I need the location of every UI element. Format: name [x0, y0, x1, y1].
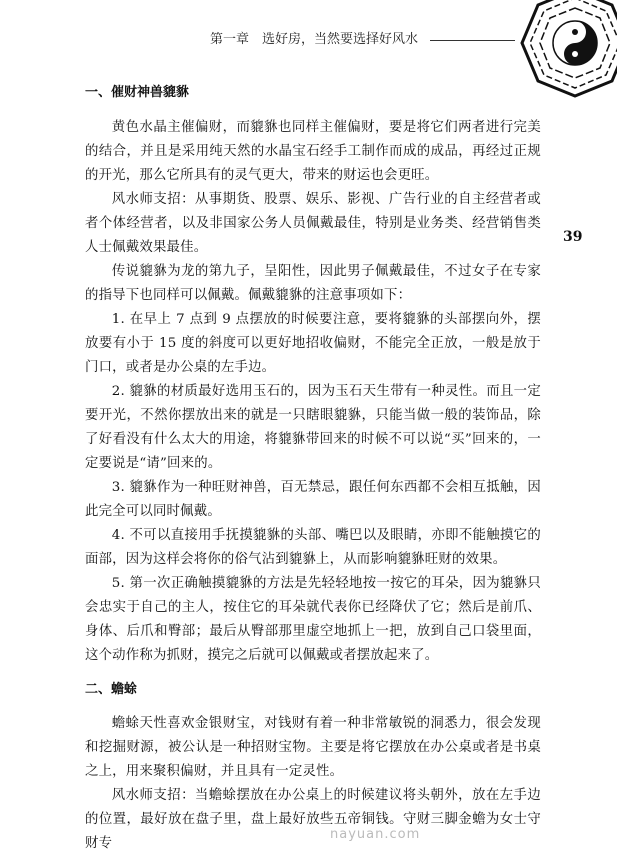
- section-heading: 二、蟾蜍: [85, 682, 138, 697]
- page-number: 39: [563, 229, 583, 245]
- paragraph: 4. 不可以直接用手抚摸貔貅的头部、嘴巴以及眼睛，亦即不能触摸它的面部，因为这样会将你的俗气沾到貔貅上，从而影响貔貅旺财的效果。: [85, 528, 541, 567]
- paragraph: 2. 貔貅的材质最好选用玉石的，因为玉石天生带有一种灵性。而且一定要开光，不然你摆放出来的就是一只瞎眼貔貅，只能当做一般的装饰品，除了好看没有什么太大的用途，将貔貅带回来的时候不可以说“买”回来的，一定要说是“请”回来的。: [85, 384, 541, 471]
- page-body: [85, 83, 541, 856]
- section-heading: 一、催财神兽貔貅: [85, 85, 190, 100]
- paragraph: 蟾蜍天性喜欢金银财宝，对钱财有着一种非常敏锐的洞悉力，很会发现和挖掘财源，被公认是一种招财宝物。主要是将它摆放在办公桌或者是书桌之上，用来聚积偏财，并且具有一定灵性。: [85, 716, 541, 779]
- paragraph: 1. 在早上 7 点到 9 点摆放的时候要注意，要将貔貅的头部摆向外，摆放要有小于 15 度的斜度可以更好地招收偏财，不能完全正放，一般是放于门口，或者是办公桌的左手边。: [85, 312, 541, 375]
- paragraph: 风水师支招：从事期货、股票、娱乐、影视、广告行业的自主经营者或者个体经营者，以及非国家公务人员佩戴最佳，特别是业务类、经营销售类人士佩戴效果最佳。: [85, 192, 541, 255]
- watermark: nayuan.com: [330, 827, 421, 842]
- chapter-header-title: 第一章 选好房，当然要选择好风水: [210, 32, 419, 47]
- paragraph: 传说貔貅为龙的第九子，呈阳性，因此男子佩戴最佳，不过女子在专家的指导下也同样可以佩戴。佩戴貔貅的注意事项如下：: [85, 264, 541, 303]
- paragraph: 5. 第一次正确触摸貔貅的方法是先轻轻地按一按它的耳朵，因为貔貅只会忠实于自己的主人，按住它的耳朵就代表你已经降伏了它；然后是前爪、身体、后爪和臀部；最后从臀部那里虚空地抓上一把，放到自己口袋里面，这个动作称为抓财，摸完之后就可以佩戴或者摆放起来了。: [85, 576, 541, 663]
- paragraph: 黄色水晶主催偏财，而貔貅也同样主催偏财，要是将它们两者进行完美的结合，并且是采用纯天然的水晶宝石经手工制作而成的成品，再经过正规的开光，那么它所具有的灵气更大，带来的财运也会更旺。: [85, 120, 541, 183]
- paragraph: 风水师支招：当蟾蜍摆放在办公桌上的时候建议将头朝外，放在左手边的位置，最好放在盘子里，盘上最好放些五帝铜钱。守财三脚金蟾为女士守财专: [85, 788, 541, 851]
- paragraph: 3. 貔貅作为一种旺财神兽，百无禁忌，跟任何东西都不会相互抵触，因此完全可以同时佩戴。: [85, 480, 541, 519]
- header-rule: [430, 40, 515, 41]
